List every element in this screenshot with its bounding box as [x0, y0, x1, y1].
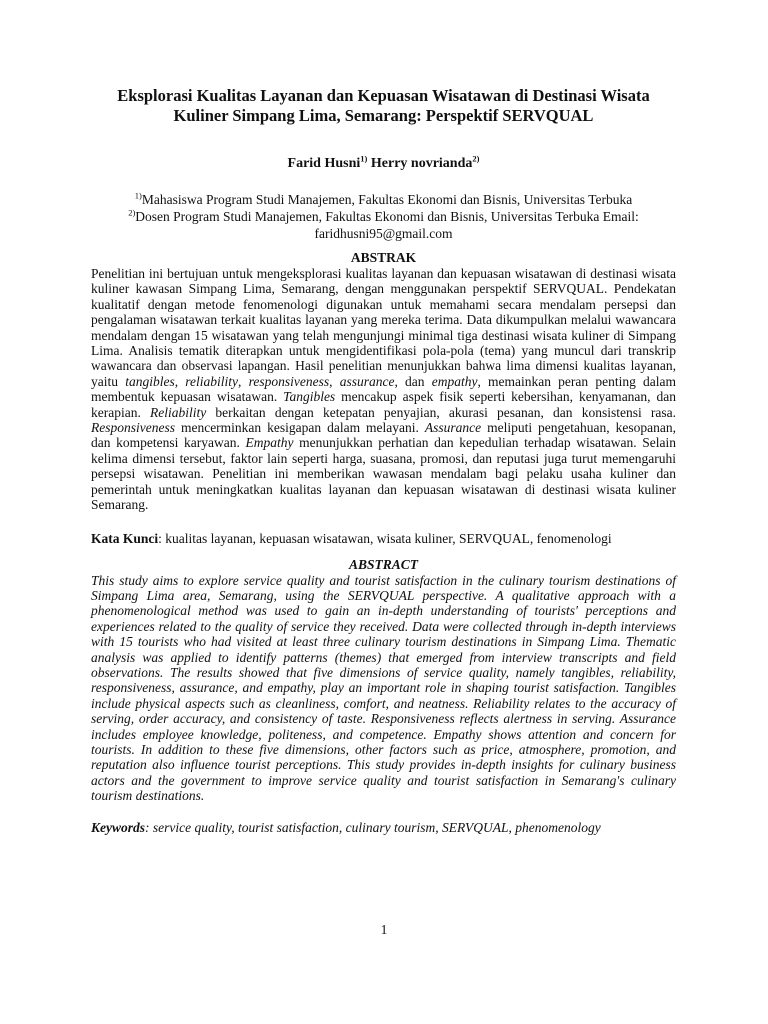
page-number: 1 — [380, 922, 388, 937]
author-name: Herry novrianda — [370, 156, 473, 171]
affiliations — [91, 191, 676, 242]
paper-title: Eksplorasi Kualitas Layanan dan Kepuasan Wisatawan di Destinasi Wisata Kuliner Simpang Lima, Semarang: Perspektif SERVQUAL — [117, 86, 650, 125]
affiliation-2: $^{2)}$Dosen Program Studi Manajemen, Fakultas Ekonomi dan Bisnis, Universitas Terbuka Email: — [128, 207, 639, 224]
abstract-heading: ABSTRACT — [348, 556, 419, 572]
author-sup: 1) — [360, 153, 368, 164]
author-sup: 2) — [472, 153, 480, 164]
keywords: Keywords: service quality, tourist satisfaction, culinary tourism, SERVQUAL, phenomenology — [91, 819, 601, 835]
email: faridhusni95@gmail.com — [314, 226, 453, 241]
abstrak-body: Penelitian ini bertujuan untuk mengeksplorasi kualitas layanan dan kepuasan wisatawan di destinasi wisata kuliner kawasan Simpang Lima, Semarang, dengan menggunakan perspektif SERVQUAL. Pendekatan kualitatif dengan metode fenomenologi digunakan untuk memahami secara mendalam persepsi dan pengalaman wisatawan terkait kualitas layanan yang mereka terima. Data dikumpulkan melalui wawancara mendalam dengan 15 wisatawan yang telah mengunjungi minimal tiga destinasi wisata kuliner di Simpang Lima. Analisis tematik diterapkan untuk mengidentifikasi pola-pola (tema) yang muncul dari transkrip wawancara dan observasi lapangan. Hasil penelitian menunjukkan bahwa lima dimensi kualitas layanan, yaitu tangibles, reliability, responsiveness, assurance, dan empathy, memainkan peran penting dalam membentuk kepuasan wisatawan. Tangibles mencakup aspek fisik seperti kebersihan, kenyamanan, dan kerapian. Reliability berkaitan dengan ketepatan penyajian, akurasi pesanan, dan konsistensi rasa. Responsiveness mencerminkan kesigapan dalam melayani. Assurance meliputi pengetahuan, kesopanan, dan kompetensi karyawan. Empathy menunjukkan perhatian dan kepedulian terhadap wisatawan. Selain kelima dimensi tersebut, faktor lain seperti harga, suasana, promosi, dan reputasi juga turut memengaruhi persepsi wisatawan. Penelitian ini memberikan wawasan mendalam bagi pelaku usaha kuliner dan pemerintah untuk meningkatkan kualitas layanan dan kepuasan wisatawan di destinasi wisata kuliner Semarang. — [91, 266, 677, 513]
affiliation-1: $^{1)}$Mahasiswa Program Studi Manajemen, Fakultas Ekonomi dan Bisnis, Universitas Terbuka — [134, 190, 633, 207]
abstract-body: This study aims to explore service quality and tourist satisfaction in the culinary tourism destinations of Simpang Lima area, Semarang, using the SERVQUAL perspective. A qualitative approach with a phenomenological method was used to gain an in-depth understanding of tourists' perceptions and experiences related to the quality of service they received. Data were collected through in-depth interviews with 15 tourists who had visited at least three culinary tourism destinations in Simpang Lima. Thematic analysis was applied to identify patterns (themes) that emerged from interview transcripts and field observations. The results showed that five dimensions of service quality, namely tangibles, reliability, responsiveness, assurance, and empathy, play an important role in shaping tourist satisfaction. Tangibles include physical aspects such as cleanliness, comfort, and neatness. Reliability relates to the accuracy of serving, order accuracy, and consistency of taste. Responsiveness reflects alertness in serving. Assurance includes employee knowledge, politeness, and competence. Empathy shows attention and concern for tourists. In addition to these five dimensions, other factors such as price, atmosphere, promotion, and reputation also influence tourist perceptions. This study provides in-depth insights for culinary business actors and the government to improve service quality and tourist satisfaction in Semarang's culinary tourism destinations. — [91, 572, 676, 804]
author-line — [91, 155, 676, 173]
kata-kunci: Kata Kunci: kualitas layanan, kepuasan wisatawan, wisata kuliner, SERVQUAL, fenomenologi — [91, 530, 612, 546]
abstrak-heading: ABSTRAK — [350, 250, 417, 265]
paper-page — [91, 86, 676, 836]
author-name: Farid Husni — [287, 156, 361, 171]
